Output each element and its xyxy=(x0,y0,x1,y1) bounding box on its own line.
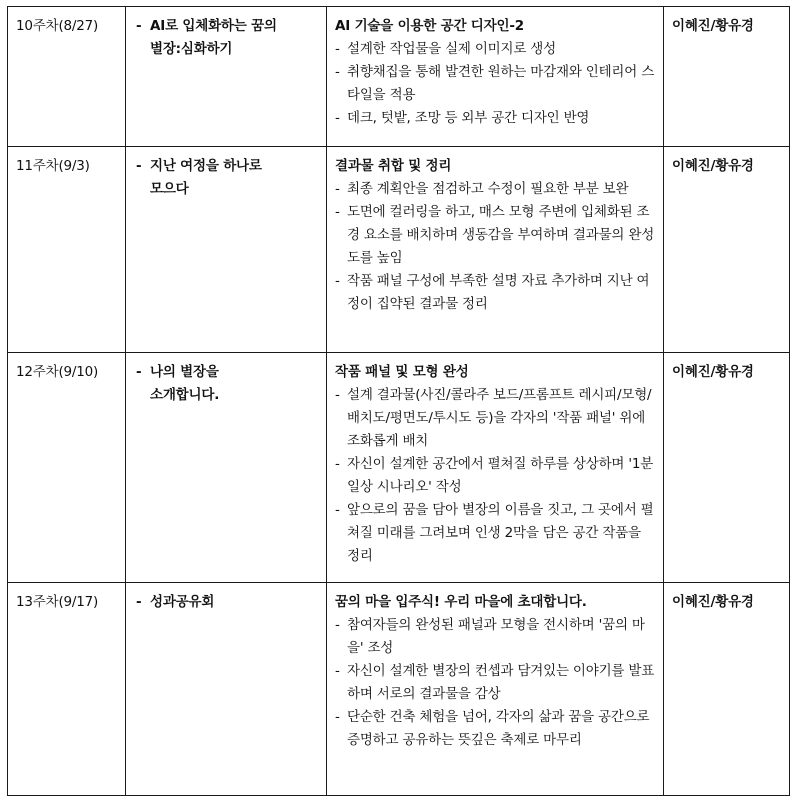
instructor-cell: 이혜진/황유경 xyxy=(664,583,790,796)
list-item: - 데크, 텃밭, 조망 등 외부 공간 디자인 반영 xyxy=(335,107,655,130)
table-row xyxy=(8,7,790,147)
instructor-cell: 이혜진/황유경 xyxy=(664,7,790,147)
content-heading: 결과물 취합 및 정리 xyxy=(335,158,452,174)
session-title-line: 별장:심화하기 xyxy=(150,41,233,57)
list-item: - 참여자들의 완성된 패널과 모형을 전시하며 '꿈의 마을' 조성 xyxy=(335,614,655,660)
dash-bullet: - xyxy=(136,364,142,380)
table-row xyxy=(8,353,790,583)
list-item: - 도면에 컬러링을 하고, 매스 모형 주변에 입체화된 조경 요소를 배치하며 생동감을 부여하며 결과물의 완성도를 높임 xyxy=(335,201,655,270)
week-cell: 11주차(9/3) xyxy=(8,147,126,353)
session-title-line: 지난 여정을 하나로 xyxy=(150,158,262,174)
list-item: - 자신이 설계한 별장의 컨셉과 담겨있는 이야기를 발표하며 서로의 결과물을 감상 xyxy=(335,660,655,706)
week-cell: 12주차(9/10) xyxy=(8,353,126,583)
session-title-line: 성과공유회 xyxy=(150,594,215,610)
list-item: - 최종 계획안을 점검하고 수정이 필요한 부분 보완 xyxy=(335,178,655,201)
list-item: - 설계 결과물(사진/콜라주 보드/프롬프트 레시피/모형/배치도/평면도/투시도 등)을 각자의 '작품 패널' 위에 조화롭게 배치 xyxy=(335,384,655,453)
content-heading: 작품 패널 및 모형 완성 xyxy=(335,364,469,380)
content-cell xyxy=(327,353,664,583)
table-row xyxy=(8,583,790,796)
dash-bullet: - xyxy=(136,18,142,34)
session-title-cell xyxy=(126,583,327,796)
session-title-cell xyxy=(126,353,327,583)
dash-bullet: - xyxy=(136,158,142,174)
session-title-line: 소개합니다. xyxy=(150,387,220,403)
session-title-cell xyxy=(126,7,327,147)
content-list xyxy=(335,38,655,130)
list-item: - 취향채집을 통해 발견한 원하는 마감재와 인테리어 스타일을 적용 xyxy=(335,61,655,107)
curriculum-table xyxy=(7,6,790,796)
content-list xyxy=(335,384,655,568)
list-item: - 앞으로의 꿈을 담아 별장의 이름을 짓고, 그 곳에서 펼쳐질 미래를 그려보며 인생 2막을 담은 공간 작품을 정리 xyxy=(335,499,655,568)
instructor-cell: 이혜진/황유경 xyxy=(664,147,790,353)
list-item: - 단순한 건축 체험을 넘어, 각자의 삶과 꿈을 공간으로 증명하고 공유하는 뜻깊은 축제로 마무리 xyxy=(335,706,655,752)
week-cell: 10주차(8/27) xyxy=(8,7,126,147)
content-cell xyxy=(327,147,664,353)
session-title-line: 모으다 xyxy=(150,181,189,197)
content-list xyxy=(335,178,655,316)
session-title-line: AI로 입체화하는 꿈의 xyxy=(150,18,277,34)
table-row xyxy=(8,147,790,353)
content-heading: 꿈의 마을 입주식! 우리 마을에 초대합니다. xyxy=(335,594,587,610)
content-list xyxy=(335,614,655,752)
session-title-cell xyxy=(126,147,327,353)
content-cell xyxy=(327,7,664,147)
list-item: - 작품 패널 구성에 부족한 설명 자료 추가하며 지난 여정이 집약된 결과물 정리 xyxy=(335,270,655,316)
list-item: - 설계한 작업물을 실제 이미지로 생성 xyxy=(335,38,655,61)
instructor-cell: 이혜진/황유경 xyxy=(664,353,790,583)
session-title-line: 나의 별장을 xyxy=(150,364,219,380)
list-item: - 자신이 설계한 공간에서 펼쳐질 하루를 상상하며 '1분 일상 시나리오' 작성 xyxy=(335,453,655,499)
dash-bullet: - xyxy=(136,594,142,610)
week-cell: 13주차(9/17) xyxy=(8,583,126,796)
content-cell xyxy=(327,583,664,796)
content-heading: AI 기술을 이용한 공간 디자인-2 xyxy=(335,18,524,34)
